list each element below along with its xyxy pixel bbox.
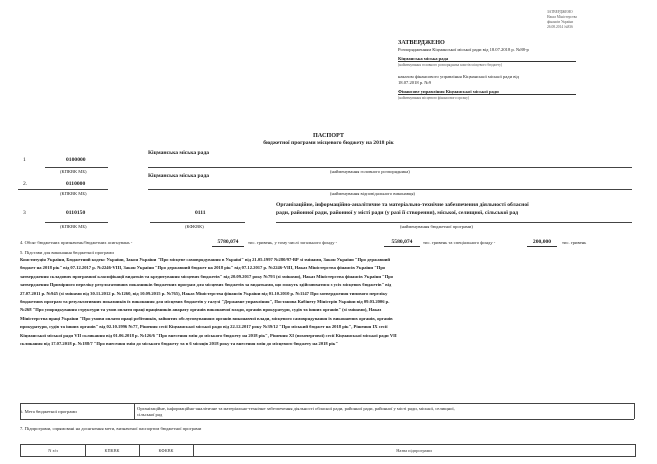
- row3-kfkvk-caption: (КФКВК): [185, 224, 204, 229]
- row2-code-caption: (КПКВК МБ): [60, 191, 87, 196]
- approval-org1: Кіцманська міська рада: [398, 56, 576, 62]
- basis-text-line: №268 "Про упорядкування структури та умов оплати праці працівників апарату органів виконавчої влади, органів прокуратури, судів та інших органів" (зі змінами), Наказ: [20, 307, 382, 313]
- goal-label: 6. Мета бюджетної програми: [20, 409, 77, 414]
- column-header-kpkvk: КПКВК: [85, 445, 140, 456]
- basis-text-line: затвердження складових програмної класифікації видатків та кредитування місцевих бюджетів" від 20.09.2017 року №793 (зі змінами), Наказ Міністерства фінансів України "Про: [20, 273, 394, 279]
- basis-text-line: 27.07.2011 р. №945 (зі змінами від 30.11.2012 р. №1260, від 10.09.2015 р. №765), Наказ Міністерства фінансів України від 01.10.2010 р. №1147 Про затвердження типового переліку: [20, 290, 388, 296]
- goal-text-line1: Організаційне, інформаційно-аналітичне та матеріально-технічне забезпечення діяльності обласної ради, районної ради, районної у місті ради, міської, селищної,: [137, 406, 455, 411]
- basis-text-line: бюджет на 2018 рік" від 07.12.2017 р. №2246-VIII, Закон України "Про державний бюджет на 2018 рік" від 07.12.2017 р. №2246-VIII, Наказ Міністерства фінансів України "Про: [20, 265, 386, 271]
- goal-box-divider: [134, 403, 135, 419]
- goal-box-top: [20, 403, 634, 404]
- budget-text2: тис. гривень, у тому числі загального фонду -: [248, 240, 338, 245]
- row3-code: 0110150: [66, 210, 86, 216]
- basis-text-line: Конституція України, Бюджетний кодекс України, Закон України "Про місцеве самоврядування в Україні" від 21.05.1997 №280/97-ВР зі змінами, Закон України "Про державний: [20, 257, 391, 262]
- row3-name-underline: [276, 222, 632, 223]
- column-header-kfkvk: КФКВК: [139, 445, 194, 456]
- row1-name: Кіцманська міська рада: [148, 150, 210, 156]
- basis-heading: 5. Підстави для виконання бюджетної програми: [20, 250, 114, 255]
- corner-stamp-line2: Наказ Міністерства: [547, 15, 577, 19]
- approval-org1-caption: (найменування головного розпорядника коштів місцевого бюджету): [398, 63, 503, 67]
- row1-number: 1: [23, 157, 26, 163]
- approval-org2: Фінансове управління Кіцманської міської ради: [398, 89, 576, 95]
- row3-code-underline: [45, 222, 108, 223]
- row2-name-underline: [148, 189, 632, 190]
- row3-kfkvk-underline: [150, 222, 245, 223]
- goal-text-line2: сільської рад: [137, 412, 163, 417]
- row3-name-line1: Організаційне, інформаційно-аналітичне та матеріально-технічне забезпечення діяльності обласної: [276, 202, 529, 208]
- subprograms-heading: 7. Підпрограми, спрямовані на досягнення мети, визначеної паспортом бюджетної програми: [20, 426, 202, 431]
- row1-name-caption: (найменування головного розпорядника): [330, 169, 410, 174]
- row1-code: 0100000: [66, 157, 86, 163]
- budget-text3: тис. гривень та спеціального фонду -: [423, 240, 496, 245]
- basis-text-line: затвердження Примірного переліку результативних показників бюджетних програм для місцевих бюджетів за видатками, що можуть здійснюватися з усіх місцевих бюджетів" від: [20, 282, 392, 288]
- row1-code-underline: [45, 167, 108, 168]
- column-header-subprogram-name: Назва підпрограми: [396, 448, 432, 453]
- subprograms-table-header: [20, 444, 636, 457]
- basis-text-line: бюджетних програм та результативних показників їх виконання для місцевих бюджетів у галузі "Державне управління", Постанова Кабінету Міністрів України від 09.03.2006 р.: [20, 299, 390, 304]
- row1-name-underline: [148, 167, 632, 168]
- corner-stamp-line3: фінансів України: [547, 20, 574, 24]
- approval-title: ЗАТВЕРДЖЕНО: [398, 39, 445, 46]
- basis-text-line: скликання від 17.07.2018 р. №188/7 "Про внесення змін до міського бюджету та в 6 місяців 2018 року та внесення змін до місцевого бюджету на 2018 рік": [20, 341, 338, 346]
- budget-general: 5580,074: [384, 239, 420, 247]
- budget-text1: 4. Обсяг бюджетних призначень/бюджетних асигнувань -: [20, 240, 133, 245]
- goal-box-right: [634, 403, 635, 419]
- row2-number: 2.: [23, 181, 28, 187]
- goal-box-left: [20, 403, 21, 419]
- approval-order2a: наказом фінансового управління Кіцманської міської ради від: [398, 74, 520, 79]
- row3-name-caption: (найменування бюджетної програми): [400, 224, 473, 229]
- approval-org2-caption: (найменування місцевого фінансового органу): [398, 96, 470, 100]
- row1-code-caption: (КПКВК МБ): [60, 169, 87, 174]
- budget-total: 5780,074: [212, 239, 244, 247]
- row2-code-underline: [18, 189, 108, 190]
- page-title: ПАСПОРТ: [312, 132, 345, 139]
- row3-code-caption: (КПКВК МБ): [60, 224, 87, 229]
- approval-order2b: 18.07.2018 р. №9: [398, 80, 432, 85]
- corner-stamp-line4: 26.08.2014 №836: [547, 25, 573, 29]
- row3-kfkvk: 0111: [195, 210, 206, 216]
- basis-text-line: Кіцманської міської ради VII скликання від 01.06.2018 р. №126/6 "Про внесення змін до міського бюджету на 2018 рік", Рішення XI (позачергової) сесії Кіцманської міської ради VII: [20, 332, 397, 338]
- row3-number: 3: [23, 210, 26, 216]
- basis-text-line: прокуратури, судів та інших органів" від 02.10.1996 №77, Рішення сесії Кіцманської міської ради від 22.12.2017 року №39/12 "Про міський бюджет на 2018 рік", Рішення IX сесії: [20, 324, 388, 330]
- goal-box-bottom: [20, 419, 634, 420]
- row3-name-line2: ради, районної ради, районної у місті ради (у разі її створення), міської, селищної, сільської рад: [276, 210, 519, 216]
- basis-text-line: Міністерства праці України "Про умови оплати праці робітників, зайнятих обслуговуванням органів виконавчої влади, місцевого самоврядування їх виконавчих органів, органів: [20, 315, 393, 321]
- row2-name: Кіцманська міська рада: [148, 173, 210, 179]
- budget-text4: тис. гривень: [562, 240, 587, 245]
- column-header-number: N з/п: [21, 445, 86, 456]
- row2-name-caption: (найменування відповідального виконавця): [330, 191, 415, 196]
- page-subtitle: бюджетної програми місцевого бюджету на 2018 рік: [263, 140, 394, 146]
- row2-code: 0110000: [66, 181, 86, 187]
- corner-stamp-line1: ЗАТВЕРДЖЕНО: [547, 10, 573, 14]
- budget-special: 200,000: [527, 239, 557, 247]
- approval-order1: Розпорядженням Кіцманської міської ради від 18.07.2018 р. №88-р: [398, 47, 529, 52]
